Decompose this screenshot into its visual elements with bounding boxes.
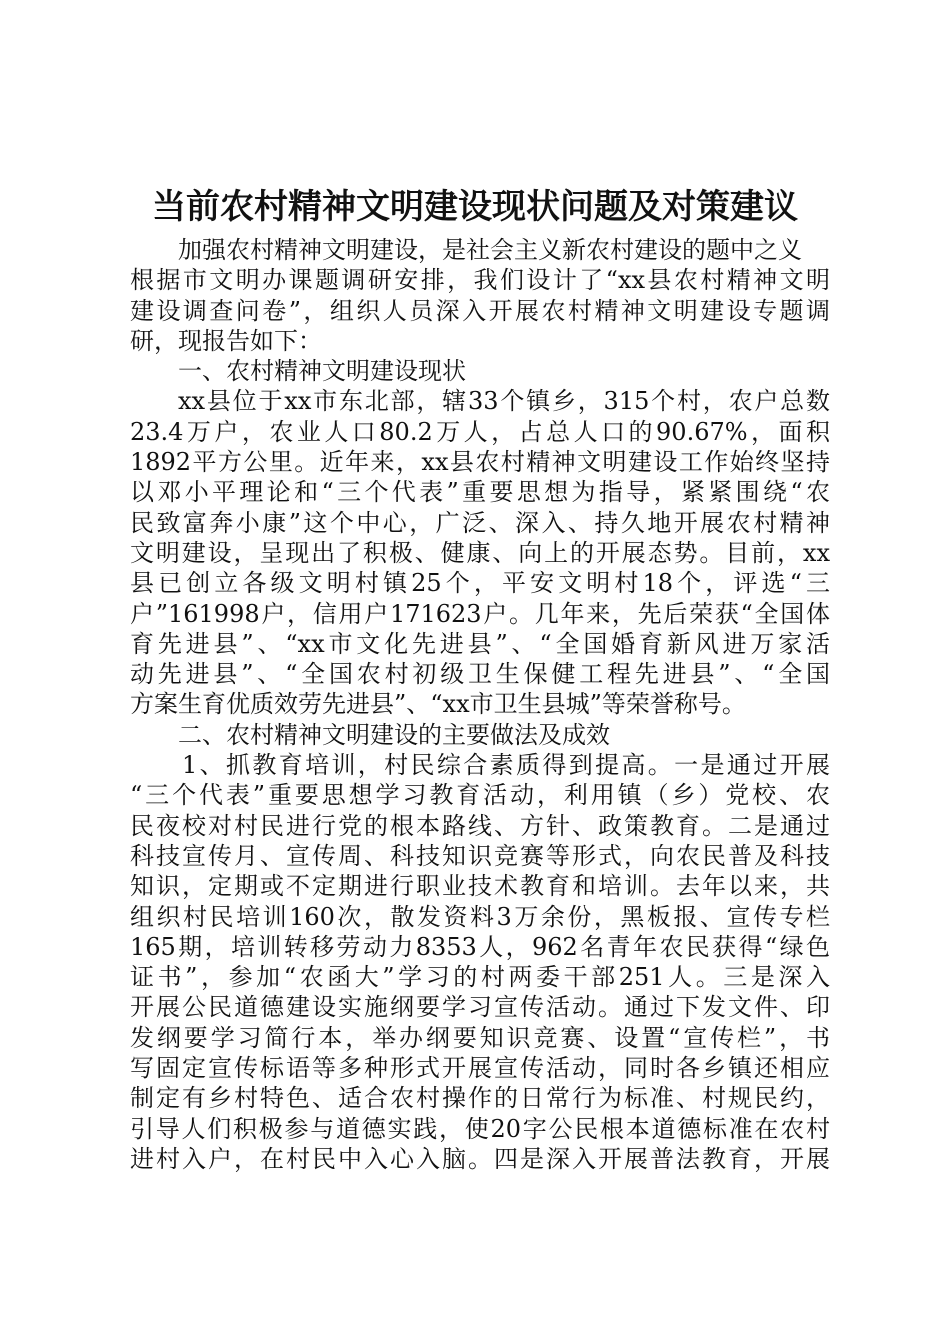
paragraph-line: 165期，培训转移劳动力8353人，962名青年农民获得“绿色 [130, 932, 830, 961]
paragraph-line: 育先进县”、“xx市文化先进县”、“全国婚育新风进万家活 [130, 629, 830, 658]
paragraph-line: 文明建设，呈现出了积极、健康、向上的开展态势。目前，xx [130, 538, 830, 567]
paragraph-line: 知识，定期或不定期进行职业技术教育和培训。去年以来，共 [130, 872, 830, 901]
paragraph-line: 县已创立各级文明村镇25个，平安文明村18个，评选“三 [130, 569, 830, 598]
paragraph-line: 写固定宣传标语等多种形式开展宣传活动，同时各乡镇还相应 [130, 1054, 830, 1083]
paragraph-line: 建设调查问卷”，组织人员深入开展农村精神文明建设专题调 [130, 296, 830, 325]
paragraph-line: 1892平方公里。近年来，xx县农村精神文明建设工作始终坚持 [130, 448, 830, 477]
paragraph-line: 制定有乡村特色、适合农村操作的日常行为标准、村规民约， [130, 1084, 830, 1113]
paragraph-line: “三个代表”重要思想学习教育活动，利用镇（乡）党校、农 [130, 781, 830, 810]
paragraph-line: 研，现报告如下： [130, 326, 322, 355]
paragraph-line: 方案生育优质效劳先进县”、“xx市卫生县城”等荣誉称号。 [130, 690, 746, 719]
paragraph-line: 组织村民培训160次，散发资料3万余份，黑板报、宣传专栏 [130, 902, 830, 931]
paragraph-line: 动先进县”、“全国农村初级卫生保健工程先进县”、“全国 [130, 660, 830, 689]
document-body [130, 235, 830, 1174]
paragraph-line: 以邓小平理论和“三个代表”重要思想为指导，紧紧围绕“农 [130, 478, 830, 507]
paragraph-line: xx县位于xx市东北部，辖33个镇乡，315个村，农户总数 [178, 387, 830, 416]
paragraph-line: 发纲要学习简行本，举办纲要知识竞赛、设置“宣传栏”，书 [130, 1023, 830, 1052]
paragraph-line: 进村入户，在村民中入心入脑。四是深入开展普法教育，开展 [130, 1144, 830, 1173]
paragraph-line: 证书”，参加“农函大”学习的村两委干部251人。三是深入 [130, 963, 830, 992]
section-heading: 二、农村精神文明建设的主要做法及成效 [178, 720, 610, 749]
paragraph-line: 根据市文明办课题调研安排，我们设计了“xx县农村精神文明 [130, 266, 830, 295]
section-heading: 一、农村精神文明建设现状 [178, 357, 466, 386]
paragraph-line: 1、抓教育培训，村民综合素质得到提高。一是通过开展 [182, 751, 830, 780]
paragraph-line: 23.4万户，农业人口80.2万人，占总人口的90.67%，面积 [130, 417, 830, 446]
paragraph-line: 开展公民道德建设实施纲要学习宣传活动。通过下发文件、印 [130, 993, 830, 1022]
paragraph-line: 民夜校对村民进行党的根本路线、方针、政策教育。二是通过 [130, 811, 830, 840]
paragraph-line: 引导人们积极参与道德实践，使20字公民根本道德标准在农村 [130, 1114, 830, 1143]
document-title: 当前农村精神文明建设现状问题及对策建议 [152, 187, 798, 227]
paragraph-line: 加强农村精神文明建设，是社会主义新农村建设的题中之义 [178, 236, 802, 264]
paragraph-line: 民致富奔小康”这个中心，广泛、深入、持久地开展农村精神 [130, 508, 830, 537]
paragraph-line: 科技宣传月、宣传周、科技知识竞赛等形式，向农民普及科技 [130, 841, 830, 870]
paragraph-line: 户”161998户，信用户171623户。几年来，先后荣获“全国体 [130, 599, 830, 628]
